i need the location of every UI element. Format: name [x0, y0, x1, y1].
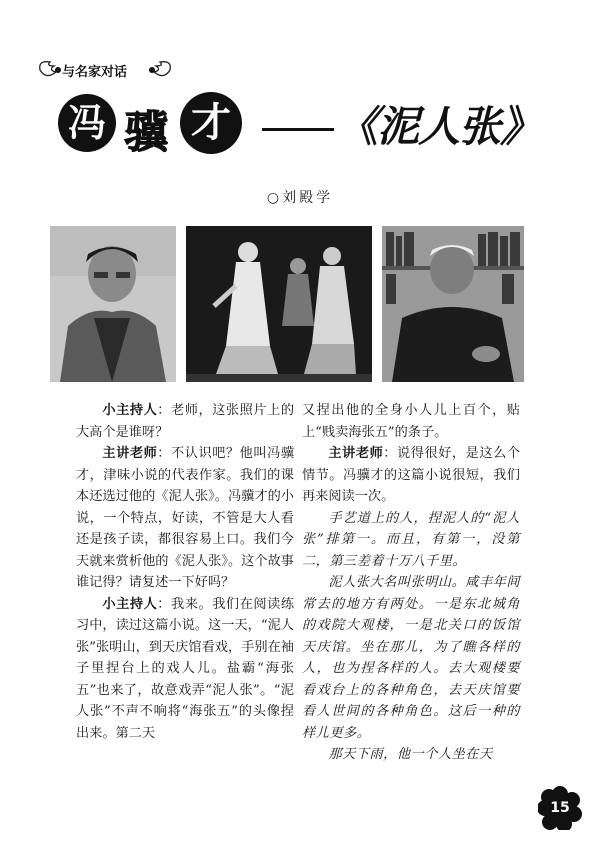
paragraph [76, 594, 294, 745]
story-paragraph [302, 572, 520, 744]
paragraph-text: ：说得很好，是这么个情节。冯骥才的这篇小说很短，我们再来阅读一次。 [302, 446, 521, 504]
title-author-char-3: 才 [180, 92, 242, 154]
photo-author-bookshelf [382, 226, 524, 382]
paragraph-text: ：不认识吧？他叫冯骥才，津味小说的代表作家。我们的课本还选过他的《泥人张》。冯骥才的小说，一个特点，好读，不管是大人看还是孩子读，都很容易上口。我们今天就来赏析他的《泥人张》。这个故事谁记得？请复述一下好吗？ [76, 446, 295, 590]
speaker-label: 小主持人 [102, 596, 158, 612]
paragraph-text: ：我来。我们在阅读练习中，读过这篇小说。这一天，“泥人张”张明山，到天庆馆看戏，手别在袖子里捏台上的戏人儿。盐霸“海张五”也来了，故意戏弄“泥人张”。“泥人张”不声不响将“海张五”的头像捏出来。第二天 [76, 596, 295, 741]
page-number-badge [538, 786, 582, 830]
page-number: 15 [550, 800, 570, 816]
speaker-label: 主讲老师 [102, 446, 158, 461]
paragraph-text: 泥人张大名叫张明山。咸丰年间常去的地方有两处。一是东北城角的戏院大观楼，一是北关口的饭馆天庆馆。坐在那儿，为了瞧各样的人，也为捏各样的人。去大观楼要看戏台上的各种角色，去天庆馆要看人世间的各种角色。这后一种的样儿更多。 [302, 575, 521, 741]
title-author-char-1: 冯 [58, 94, 116, 152]
text-column-right [302, 400, 520, 766]
bookshelf-photo-icon [382, 226, 524, 382]
speaker-label: 小主持人 [102, 403, 158, 418]
speaker-label: 主讲老师 [328, 446, 384, 461]
figurines-photo-icon [186, 226, 372, 382]
title-author [58, 92, 248, 162]
paragraph [302, 400, 520, 443]
paragraph-text: 手艺道上的人，捏泥人的“泥人张”排第一。而且，有第一，没第二，第三差着十万八千里。 [302, 510, 520, 569]
paragraph [76, 400, 294, 443]
paragraph-text: 那天下雨，他一个人坐在天 [328, 747, 493, 762]
paragraph [76, 443, 294, 594]
title-dash [262, 128, 334, 131]
story-paragraph [302, 744, 520, 766]
section-badge-label: 与名家对话 [62, 65, 128, 80]
paragraph [302, 443, 520, 508]
title-author-char-2: 骥 [124, 107, 168, 158]
photo-clay-figurines [186, 226, 372, 382]
section-badge [36, 58, 174, 82]
text-column-left [76, 400, 294, 744]
photo-author-portrait [50, 226, 176, 382]
byline: ○刘殿学 [266, 190, 334, 206]
paragraph-text: ：老师，这张照片上的大高个是谁呀？ [76, 403, 295, 440]
title-work: 《泥人张》 [336, 102, 542, 151]
portrait-photo-icon [50, 226, 176, 382]
story-paragraph [302, 508, 520, 573]
paragraph-text: 又捏出他的全身小人儿上百个，贴上“贱卖海张五”的条子。 [302, 403, 520, 440]
